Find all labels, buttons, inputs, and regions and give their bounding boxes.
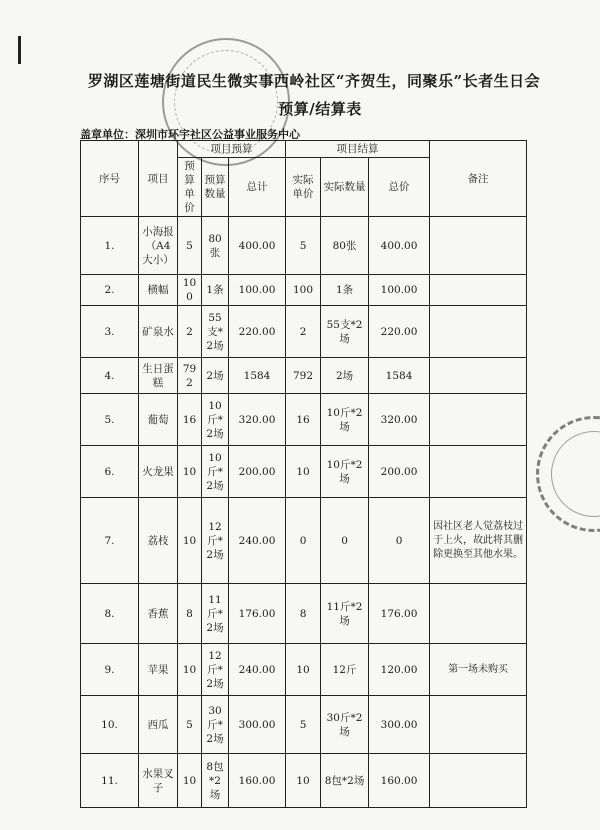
header-row-group bbox=[81, 141, 527, 158]
header-budget-qty: 预算数量 bbox=[202, 158, 229, 217]
row-actual-unit-price: 2 bbox=[286, 306, 321, 358]
row-actual-qty: 55支*2场 bbox=[321, 306, 369, 358]
budget-settlement-table bbox=[80, 140, 527, 808]
row-item: 小海报（A4大小） bbox=[139, 217, 178, 275]
row-note bbox=[430, 306, 527, 358]
row-actual-qty: 10斤*2场 bbox=[321, 446, 369, 498]
row-budget-total: 160.00 bbox=[229, 754, 286, 808]
row-note: 因社区老人觉荔枝过于上火，故此将其删除更换至其他水果。 bbox=[430, 498, 527, 584]
row-actual-total: 0 bbox=[369, 498, 430, 584]
header-note: 备注 bbox=[430, 141, 527, 217]
header-budget-total: 总计 bbox=[229, 158, 286, 217]
row-budget-unit-price: 10 bbox=[178, 754, 202, 808]
row-actual-total: 200.00 bbox=[369, 446, 430, 498]
row-note bbox=[430, 446, 527, 498]
row-budget-total: 100.00 bbox=[229, 275, 286, 306]
table-row bbox=[81, 498, 527, 584]
row-budget-qty: 80张 bbox=[202, 217, 229, 275]
row-budget-unit-price: 100 bbox=[178, 275, 202, 306]
row-budget-total: 200.00 bbox=[229, 446, 286, 498]
row-no: 6. bbox=[81, 446, 139, 498]
row-actual-total: 300.00 bbox=[369, 696, 430, 754]
row-actual-total: 1584 bbox=[369, 358, 430, 394]
header-actual-qty: 实际数量 bbox=[321, 158, 369, 217]
header-item: 项目 bbox=[139, 141, 178, 217]
row-actual-total: 160.00 bbox=[369, 754, 430, 808]
row-actual-unit-price: 792 bbox=[286, 358, 321, 394]
row-no: 9. bbox=[81, 644, 139, 696]
organization-seal-edge bbox=[536, 416, 600, 532]
table-row bbox=[81, 306, 527, 358]
row-item: 横幅 bbox=[139, 275, 178, 306]
row-actual-qty: 80张 bbox=[321, 217, 369, 275]
table-row bbox=[81, 754, 527, 808]
row-actual-qty: 2场 bbox=[321, 358, 369, 394]
row-item: 水果叉子 bbox=[139, 754, 178, 808]
row-actual-unit-price: 0 bbox=[286, 498, 321, 584]
row-actual-unit-price: 10 bbox=[286, 644, 321, 696]
row-actual-unit-price: 10 bbox=[286, 446, 321, 498]
row-actual-qty: 8包*2场 bbox=[321, 754, 369, 808]
row-actual-unit-price: 16 bbox=[286, 394, 321, 446]
row-actual-total: 176.00 bbox=[369, 584, 430, 644]
header-budget-group: 项目预算 bbox=[178, 141, 286, 158]
row-no: 3. bbox=[81, 306, 139, 358]
row-budget-unit-price: 16 bbox=[178, 394, 202, 446]
row-budget-unit-price: 5 bbox=[178, 217, 202, 275]
title-line-2: 预算/结算表 bbox=[278, 100, 362, 118]
table-row bbox=[81, 275, 527, 306]
row-actual-qty: 12斤 bbox=[321, 644, 369, 696]
row-actual-unit-price: 100 bbox=[286, 275, 321, 306]
row-actual-total: 320.00 bbox=[369, 394, 430, 446]
title-line-1: 罗湖区莲塘街道民生微实事西岭社区“齐贺生，同聚乐”长者生日会 bbox=[87, 72, 541, 90]
row-budget-qty: 55支*2场 bbox=[202, 306, 229, 358]
row-no: 1. bbox=[81, 217, 139, 275]
table-row bbox=[81, 644, 527, 696]
row-budget-qty: 10斤*2场 bbox=[202, 446, 229, 498]
row-budget-unit-price: 792 bbox=[178, 358, 202, 394]
row-note bbox=[430, 217, 527, 275]
row-item: 荔枝 bbox=[139, 498, 178, 584]
row-note bbox=[430, 275, 527, 306]
row-item: 生日蛋糕 bbox=[139, 358, 178, 394]
row-actual-unit-price: 10 bbox=[286, 754, 321, 808]
row-actual-qty: 0 bbox=[321, 498, 369, 584]
row-item: 香蕉 bbox=[139, 584, 178, 644]
row-no: 7. bbox=[81, 498, 139, 584]
row-note bbox=[430, 394, 527, 446]
row-budget-unit-price: 5 bbox=[178, 696, 202, 754]
table-row bbox=[81, 394, 527, 446]
row-item: 火龙果 bbox=[139, 446, 178, 498]
row-actual-qty: 1条 bbox=[321, 275, 369, 306]
header-settle-group: 项目结算 bbox=[286, 141, 430, 158]
row-no: 10. bbox=[81, 696, 139, 754]
header-budget-unit-price: 预算单价 bbox=[178, 158, 202, 217]
table-row bbox=[81, 584, 527, 644]
row-actual-qty: 30斤*2场 bbox=[321, 696, 369, 754]
row-budget-unit-price: 10 bbox=[178, 644, 202, 696]
row-budget-qty: 12斤*2场 bbox=[202, 498, 229, 584]
row-no: 5. bbox=[81, 394, 139, 446]
row-actual-total: 400.00 bbox=[369, 217, 430, 275]
row-no: 11. bbox=[81, 754, 139, 808]
row-budget-total: 400.00 bbox=[229, 217, 286, 275]
row-actual-total: 100.00 bbox=[369, 275, 430, 306]
row-budget-total: 320.00 bbox=[229, 394, 286, 446]
document-title bbox=[0, 70, 600, 120]
unit-name: 深圳市环宇社区公益事业服务中心 bbox=[135, 128, 300, 141]
row-no: 8. bbox=[81, 584, 139, 644]
row-actual-total: 220.00 bbox=[369, 306, 430, 358]
row-note: 第一场未购买 bbox=[430, 644, 527, 696]
row-budget-qty: 1条 bbox=[202, 275, 229, 306]
table-row bbox=[81, 446, 527, 498]
row-actual-qty: 11斤*2场 bbox=[321, 584, 369, 644]
row-budget-total: 220.00 bbox=[229, 306, 286, 358]
row-budget-qty: 10斤*2场 bbox=[202, 394, 229, 446]
table-row bbox=[81, 696, 527, 754]
header-actual-total: 总价 bbox=[369, 158, 430, 217]
row-budget-qty: 11斤*2场 bbox=[202, 584, 229, 644]
row-actual-qty: 10斤*2场 bbox=[321, 394, 369, 446]
row-item: 苹果 bbox=[139, 644, 178, 696]
row-budget-unit-price: 10 bbox=[178, 498, 202, 584]
table-row bbox=[81, 358, 527, 394]
row-item: 葡萄 bbox=[139, 394, 178, 446]
row-actual-total: 120.00 bbox=[369, 644, 430, 696]
row-actual-unit-price: 5 bbox=[286, 217, 321, 275]
row-no: 4. bbox=[81, 358, 139, 394]
row-note bbox=[430, 696, 527, 754]
header-no: 序号 bbox=[81, 141, 139, 217]
row-actual-unit-price: 8 bbox=[286, 584, 321, 644]
unit-label: 盖章单位： bbox=[80, 128, 135, 141]
margin-mark bbox=[18, 36, 21, 64]
row-budget-total: 176.00 bbox=[229, 584, 286, 644]
row-note bbox=[430, 358, 527, 394]
table-row bbox=[81, 217, 527, 275]
row-budget-qty: 2场 bbox=[202, 358, 229, 394]
row-budget-qty: 12斤*2场 bbox=[202, 644, 229, 696]
row-budget-unit-price: 10 bbox=[178, 446, 202, 498]
row-item: 矿泉水 bbox=[139, 306, 178, 358]
row-budget-qty: 30斤*2场 bbox=[202, 696, 229, 754]
row-budget-unit-price: 2 bbox=[178, 306, 202, 358]
header-actual-unit-price: 实际单价 bbox=[286, 158, 321, 217]
row-budget-total: 1584 bbox=[229, 358, 286, 394]
row-item: 西瓜 bbox=[139, 696, 178, 754]
row-note bbox=[430, 754, 527, 808]
row-budget-total: 240.00 bbox=[229, 644, 286, 696]
row-budget-qty: 8包*2场 bbox=[202, 754, 229, 808]
row-budget-unit-price: 8 bbox=[178, 584, 202, 644]
row-note bbox=[430, 584, 527, 644]
row-actual-unit-price: 5 bbox=[286, 696, 321, 754]
row-budget-total: 240.00 bbox=[229, 498, 286, 584]
row-no: 2. bbox=[81, 275, 139, 306]
row-budget-total: 300.00 bbox=[229, 696, 286, 754]
